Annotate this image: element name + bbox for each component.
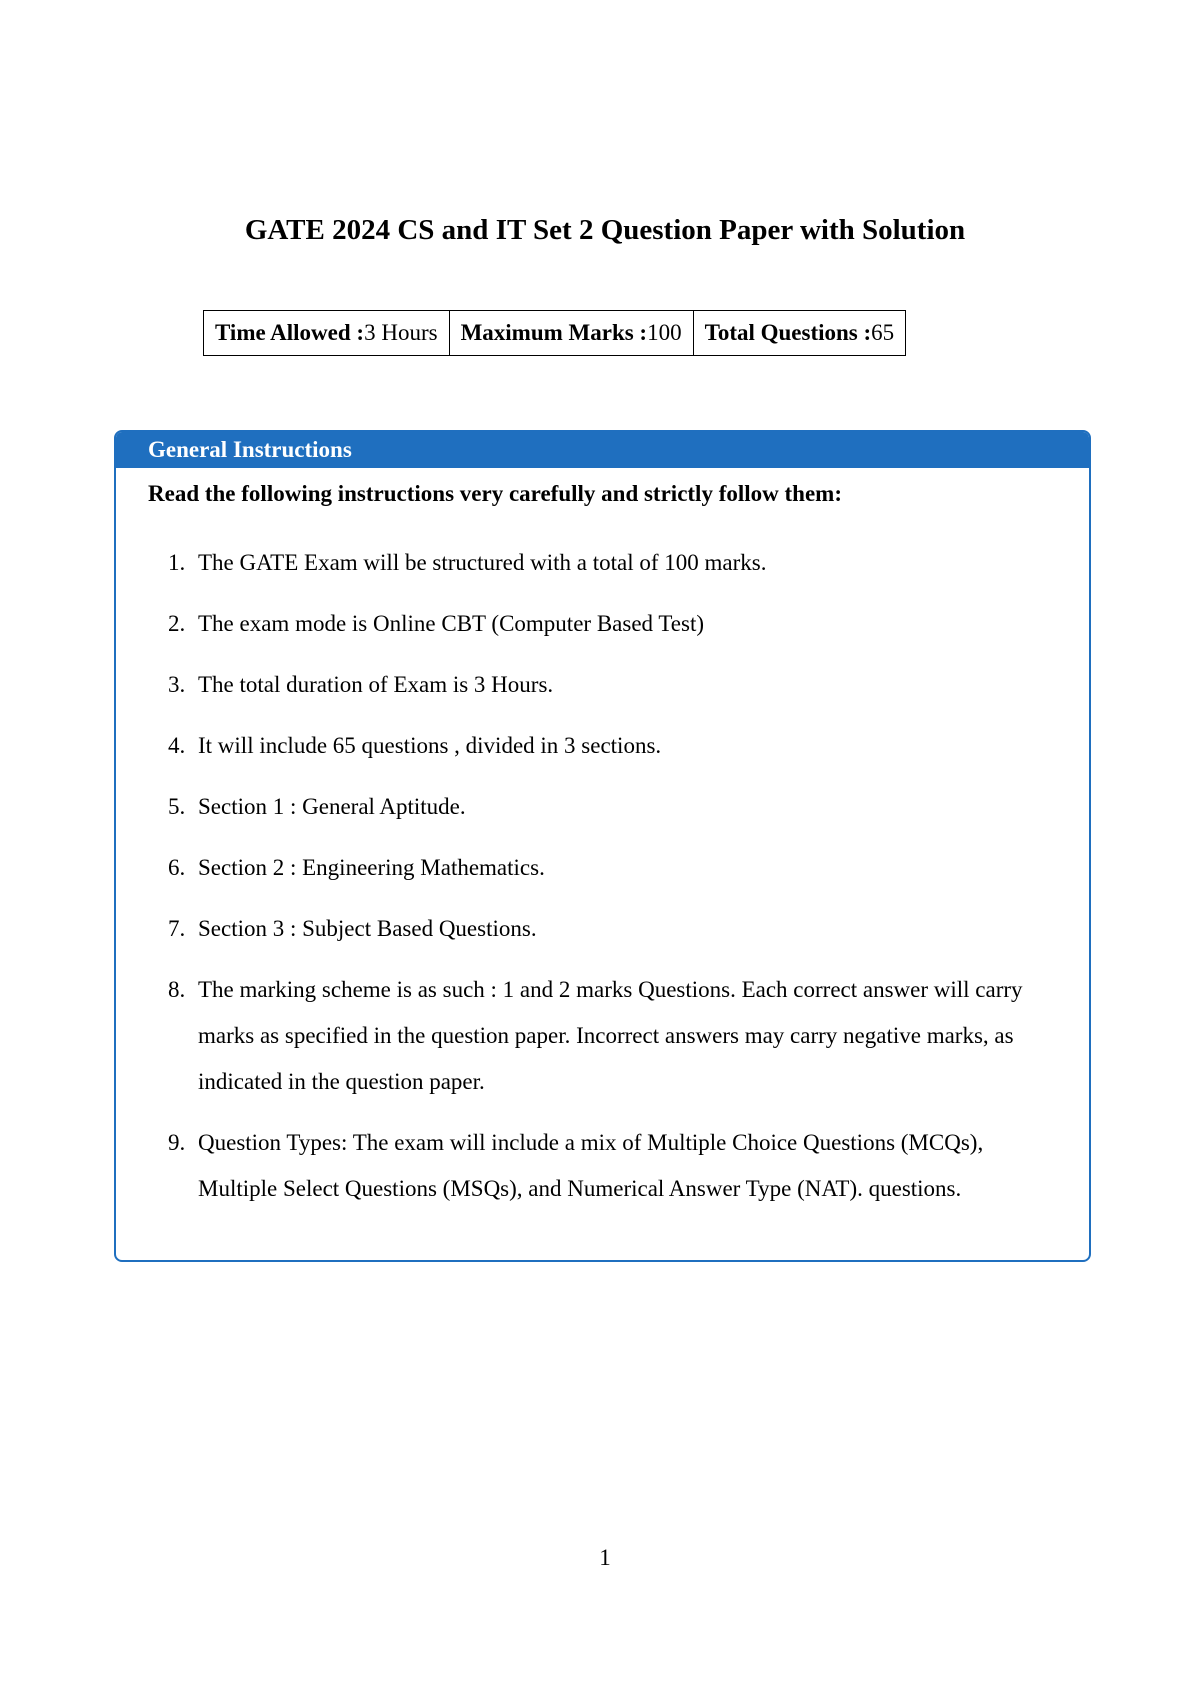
instructions-list bbox=[116, 540, 1061, 1227]
instruction-item bbox=[116, 1120, 1061, 1212]
instruction-text: The exam mode is Online CBT (Computer Based Test) bbox=[198, 611, 705, 636]
page-number: 1 bbox=[599, 1545, 611, 1570]
time-allowed-cell bbox=[204, 311, 450, 356]
page-title: GATE 2024 CS and IT Set 2 Question Paper with Solution bbox=[244, 214, 966, 246]
instruction-text: The total duration of Exam is 3 Hours. bbox=[198, 672, 554, 697]
exam-meta-row bbox=[204, 311, 906, 356]
instruction-number: 5. bbox=[168, 794, 186, 819]
time-allowed-label: Time Allowed : bbox=[215, 320, 365, 345]
instruction-text: Section 3 : Subject Based Questions. bbox=[198, 916, 537, 941]
instruction-text: Section 1 : General Aptitude. bbox=[198, 794, 466, 819]
general-instructions-box bbox=[114, 430, 1091, 1262]
exam-meta-table bbox=[203, 310, 906, 356]
instruction-number: 9. bbox=[168, 1130, 186, 1155]
instruction-number: 2. bbox=[168, 611, 186, 636]
total-questions-label: Total Questions : bbox=[704, 320, 872, 345]
time-allowed-value: 3 Hours bbox=[364, 320, 438, 345]
maximum-marks-value: 100 bbox=[647, 320, 682, 345]
instruction-number: 1. bbox=[168, 550, 186, 575]
instruction-item bbox=[116, 906, 1061, 952]
instruction-number: 4. bbox=[168, 733, 186, 758]
instruction-number: 3. bbox=[168, 672, 186, 697]
instruction-item bbox=[116, 540, 1061, 586]
instruction-text: It will include 65 questions , divided in 3 sections. bbox=[198, 733, 662, 758]
instruction-text: Question Types: The exam will include a mix of Multiple Choice Questions (MCQs), Multiple Select Questions (MSQs), and Numerical Answer Type (NAT). questions. bbox=[198, 1130, 984, 1201]
instruction-number: 8. bbox=[168, 977, 186, 1002]
maximum-marks-label: Maximum Marks : bbox=[460, 320, 648, 345]
instruction-text: The GATE Exam will be structured with a total of 100 marks. bbox=[198, 550, 767, 575]
total-questions-value: 65 bbox=[871, 320, 895, 345]
instruction-text: The marking scheme is as such : 1 and 2 marks Questions. Each correct answer will carry marks as specified in the question paper. Incorrect answers may carry negative marks, as indicated in the question paper. bbox=[198, 977, 1023, 1094]
instruction-item bbox=[116, 662, 1061, 708]
instruction-item bbox=[116, 967, 1061, 1105]
instruction-item bbox=[116, 723, 1061, 769]
instruction-number: 7. bbox=[168, 916, 186, 941]
total-questions-cell bbox=[693, 311, 906, 356]
instruction-number: 6. bbox=[168, 855, 186, 880]
instruction-item bbox=[116, 601, 1061, 647]
instruction-item bbox=[116, 845, 1061, 891]
general-instructions-header: General Instructions bbox=[116, 432, 1089, 468]
maximum-marks-cell bbox=[449, 311, 693, 356]
instruction-text: Section 2 : Engineering Mathematics. bbox=[198, 855, 545, 880]
instruction-item bbox=[116, 784, 1061, 830]
instructions-intro: Read the following instructions very carefully and strictly follow them: bbox=[148, 481, 842, 506]
